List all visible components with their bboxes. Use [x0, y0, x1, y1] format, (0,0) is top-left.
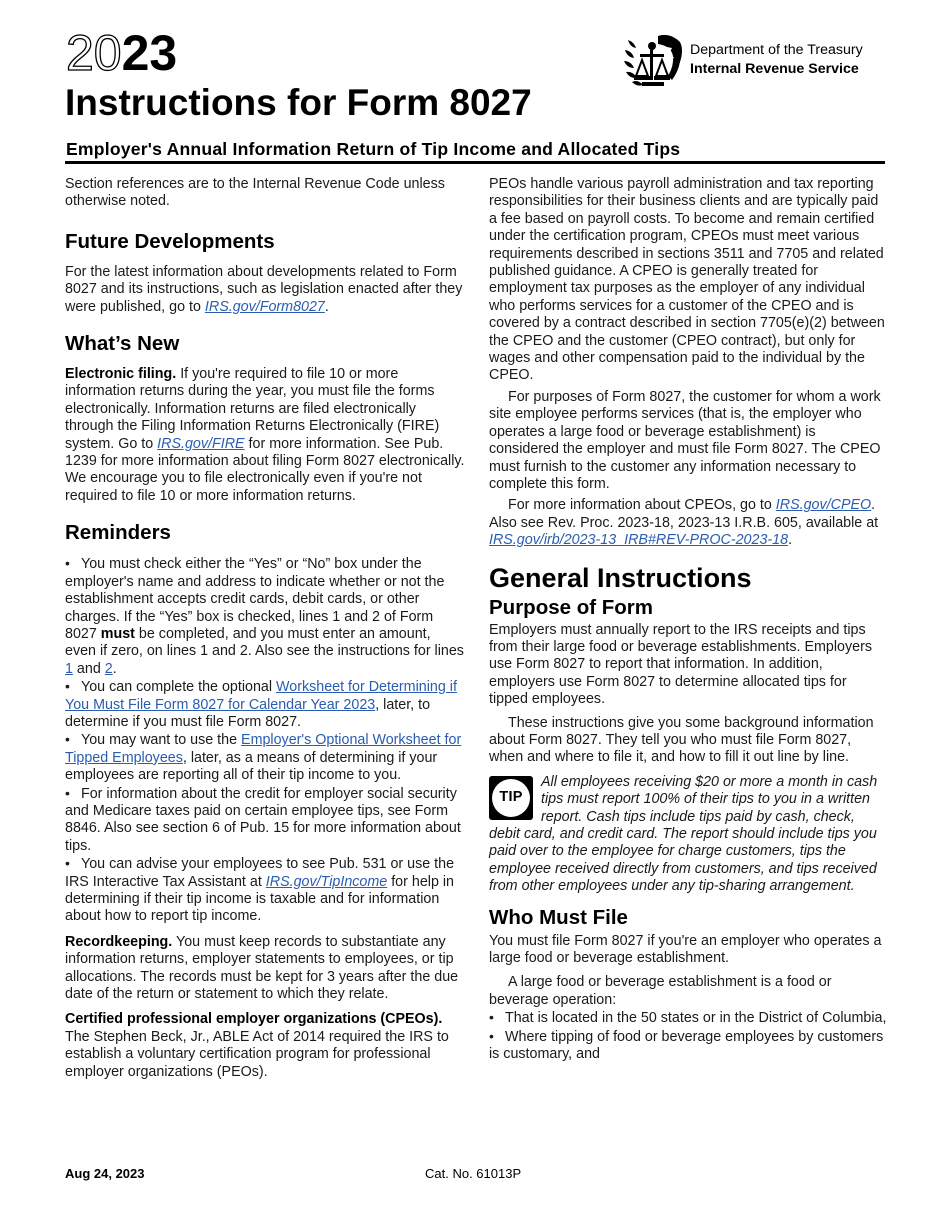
reminder-item: • You must check either the “Yes” or “No” box under the employer's name and address to indicate whether or not the establishment accepts credit cards, debit cards, or other charges. If the “Yes” box is checked, lines 1 and 2 of Form 8027 must be completed, and you must enter an amount, even if zero, on lines 1 and 2. Also see the instructions for lines 1 and 2. — [65, 555, 464, 677]
future-developments-text: For the latest information about developments related to Form 8027 and its instructions, such as legislation enacted after they were published, go to IRS.gov/Form8027. — [65, 263, 463, 315]
bullet-icon: • — [65, 855, 70, 872]
purpose-text: Employers must annually report to the IRS receipts and tips from their large food or beverage establishments. Employers use Form 8027 to report that information. In addition, employers use Form 8027 to determine allocated tips for tipped employees. — [489, 621, 873, 708]
tip-text: All employees receiving $20 or more a month in cash tips must report 100% of their tips to you in a written report. Cash tips include tips paid by cash, check, debit card, and credit card. The report should include tips you paid over to the employee for charge customers, tips the employee received directly from customers, and tips received from other employees under any tip-sharing arrangement. — [489, 773, 878, 895]
recordkeeping-text: Recordkeeping. You must keep records to substantiate any information returns, employer statements to employees, or tip allocations. The records must be kept for 3 years after the due date of the return or statement to which they relate. — [65, 933, 459, 1003]
catalog-number: Cat. No. 61013P — [425, 1166, 522, 1181]
page-subtitle: Employer's Annual Information Return of Tip Income and Allocated Tips — [66, 139, 681, 159]
large-establishment-definition: A large food or beverage establishment is a food or beverage operation: — [489, 974, 832, 1008]
reminder-item: • For information about the credit for employer social security and Medicare taxes paid on certain employee tips, see Form 8846. Also see section 6 of Pub. 15 for more information about tips. — [65, 784, 461, 854]
left-column — [65, 176, 465, 1088]
establishment-criterion: • Where tipping of food or beverage employees by customers is customary, and — [489, 1027, 884, 1063]
who-must-file-text: You must file Form 8027 if you're an employer who operates a large food or beverage establishment. — [489, 932, 882, 967]
instructions-overview-text: These instructions give you some background information about Form 8027. They tell you who must file Form 8027, when and where to file it, and how to fill it out line by line. — [489, 714, 874, 766]
bullet-icon: • — [489, 1027, 494, 1044]
link-irs-fire[interactable]: IRS.gov/FIRE — [157, 435, 245, 452]
agency-department: Department of the Treasury — [690, 42, 863, 58]
link-irs-tipincome[interactable]: IRS.gov/TipIncome — [265, 873, 388, 890]
irs-eagle-logo-icon — [622, 32, 686, 88]
revision-date: Aug 24, 2023 — [65, 1166, 145, 1181]
header-divider — [65, 161, 885, 164]
reminder-item: • You may want to use the Employer's Optional Worksheet for Tipped Employees, later, as a means of determining if your employees are reporting all of their tip income to you. — [65, 731, 462, 784]
tip-icon: TIP — [489, 776, 533, 820]
establishment-criterion: • That is located in the 50 states or in the District of Columbia, — [489, 1009, 887, 1027]
bullet-icon: • — [65, 731, 70, 748]
heading-who-must-file: Who Must File — [489, 905, 628, 929]
link-line-2[interactable]: 2 — [104, 660, 113, 677]
agency-name: Internal Revenue Service — [690, 61, 859, 77]
electronic-filing-text: Electronic filing. If you're required to file 10 or more information returns during the year, you must file the forms electronically. Information returns are filed electronically through the Filing Information Returns Electronically (FIRE) system. Go to IRS.gov/FIRE for more information. See Pub. 1239 for more information about filing Form 8027 electronically. We encourage you to file electronically even if you're not required to file 10 or more information returns. — [65, 366, 465, 504]
agency-block — [622, 32, 863, 88]
heading-whats-new: What’s New — [65, 332, 180, 356]
bullet-icon: • — [65, 555, 70, 572]
heading-reminders: Reminders — [65, 521, 171, 545]
reminder-item: • You can advise your employees to see Pub. 531 or use the IRS Interactive Tax Assistant at IRS.gov/TipIncome for help in determining if their tip income is taxable and for information about how to report tip income. — [65, 855, 455, 925]
page-title: Instructions for Form 8027 — [65, 82, 532, 123]
right-column — [489, 176, 889, 1063]
bullet-icon: • — [489, 1009, 494, 1026]
heading-general-instructions: General Instructions — [489, 562, 752, 593]
link-irs-form8027[interactable]: IRS.gov/Form8027 — [204, 298, 325, 315]
tax-year-solid: 23 — [121, 25, 178, 81]
link-irs-cpeo[interactable]: IRS.gov/CPEO — [775, 497, 872, 514]
heading-future-developments: Future Developments — [65, 229, 275, 253]
cpeo-continued-text: PEOs handle various payroll administration and tax reporting responsibilities for their business clients and are typically paid a fee based on payroll costs. To become and remain certified under the certification program, CPEOs must meet various requirements described in sections 3511 and 7705 and related published guidance. A CPEO is generally treated for employment tax purposes as the employer of any individual who performs services for a customer of the CPEO and is covered by a contract described in section 7705(e)(2) between the CPEO and the customer (CPEO contract), but only for wages and other compensation paid to the individual by the CPEO. — [489, 176, 885, 384]
electronic-filing-lead: Electronic filing. — [65, 366, 177, 383]
intro-text: Section references are to the Internal Revenue Code unless otherwise noted. — [65, 176, 445, 210]
recordkeeping-lead: Recordkeeping. — [65, 933, 173, 950]
link-irs-irb-rev-proc[interactable]: IRS.gov/irb/2023-13_IRB#REV-PROC-2023-18 — [489, 532, 789, 549]
tax-year-outline: 20 — [66, 25, 122, 81]
heading-purpose-of-form: Purpose of Form — [489, 595, 654, 619]
purposes-text: For purposes of Form 8027, the customer for whom a work site employee performs services (that is, the employer who operates a large food or beverage establishment) is considered the employer and must file Form 8027. The CPEO must furnish to the customer any information necessary to complete this form. — [489, 388, 881, 492]
link-line-1[interactable]: 1 — [65, 660, 73, 677]
tip-callout — [489, 774, 889, 896]
cpeo-lead: Certified professional employer organizations (CPEOs). — [65, 1011, 443, 1028]
tax-year — [66, 26, 177, 80]
more-info-cpeo-text: For more information about CPEOs, go to IRS.gov/CPEO. Also see Rev. Proc. 2023-18, 2023-13 I.R.B. 605, available at IRS.gov/irb/2023-13_IRB#REV-PROC-2023-18. — [489, 497, 879, 549]
reminder-item: • You can complete the optional Worksheet for Determining if You Must File Form 8027 for Calendar Year 2023, later, to determine if you must file Form 8027. — [65, 678, 457, 730]
link-worksheet-determining[interactable]: Worksheet for Determining if You Must File Form 8027 for Calendar Year 2023 — [65, 679, 457, 713]
bullet-icon: • — [65, 784, 70, 801]
bullet-icon: • — [65, 678, 70, 695]
cpeo-text: Certified professional employer organizations (CPEOs). The Stephen Beck, Jr., ABLE Act of 2014 required the IRS to establish a voluntary certification program for professional employer organizations (PEOs). — [65, 1011, 449, 1080]
link-employer-worksheet[interactable]: Employer's Optional Worksheet for Tipped Employees — [65, 732, 462, 766]
